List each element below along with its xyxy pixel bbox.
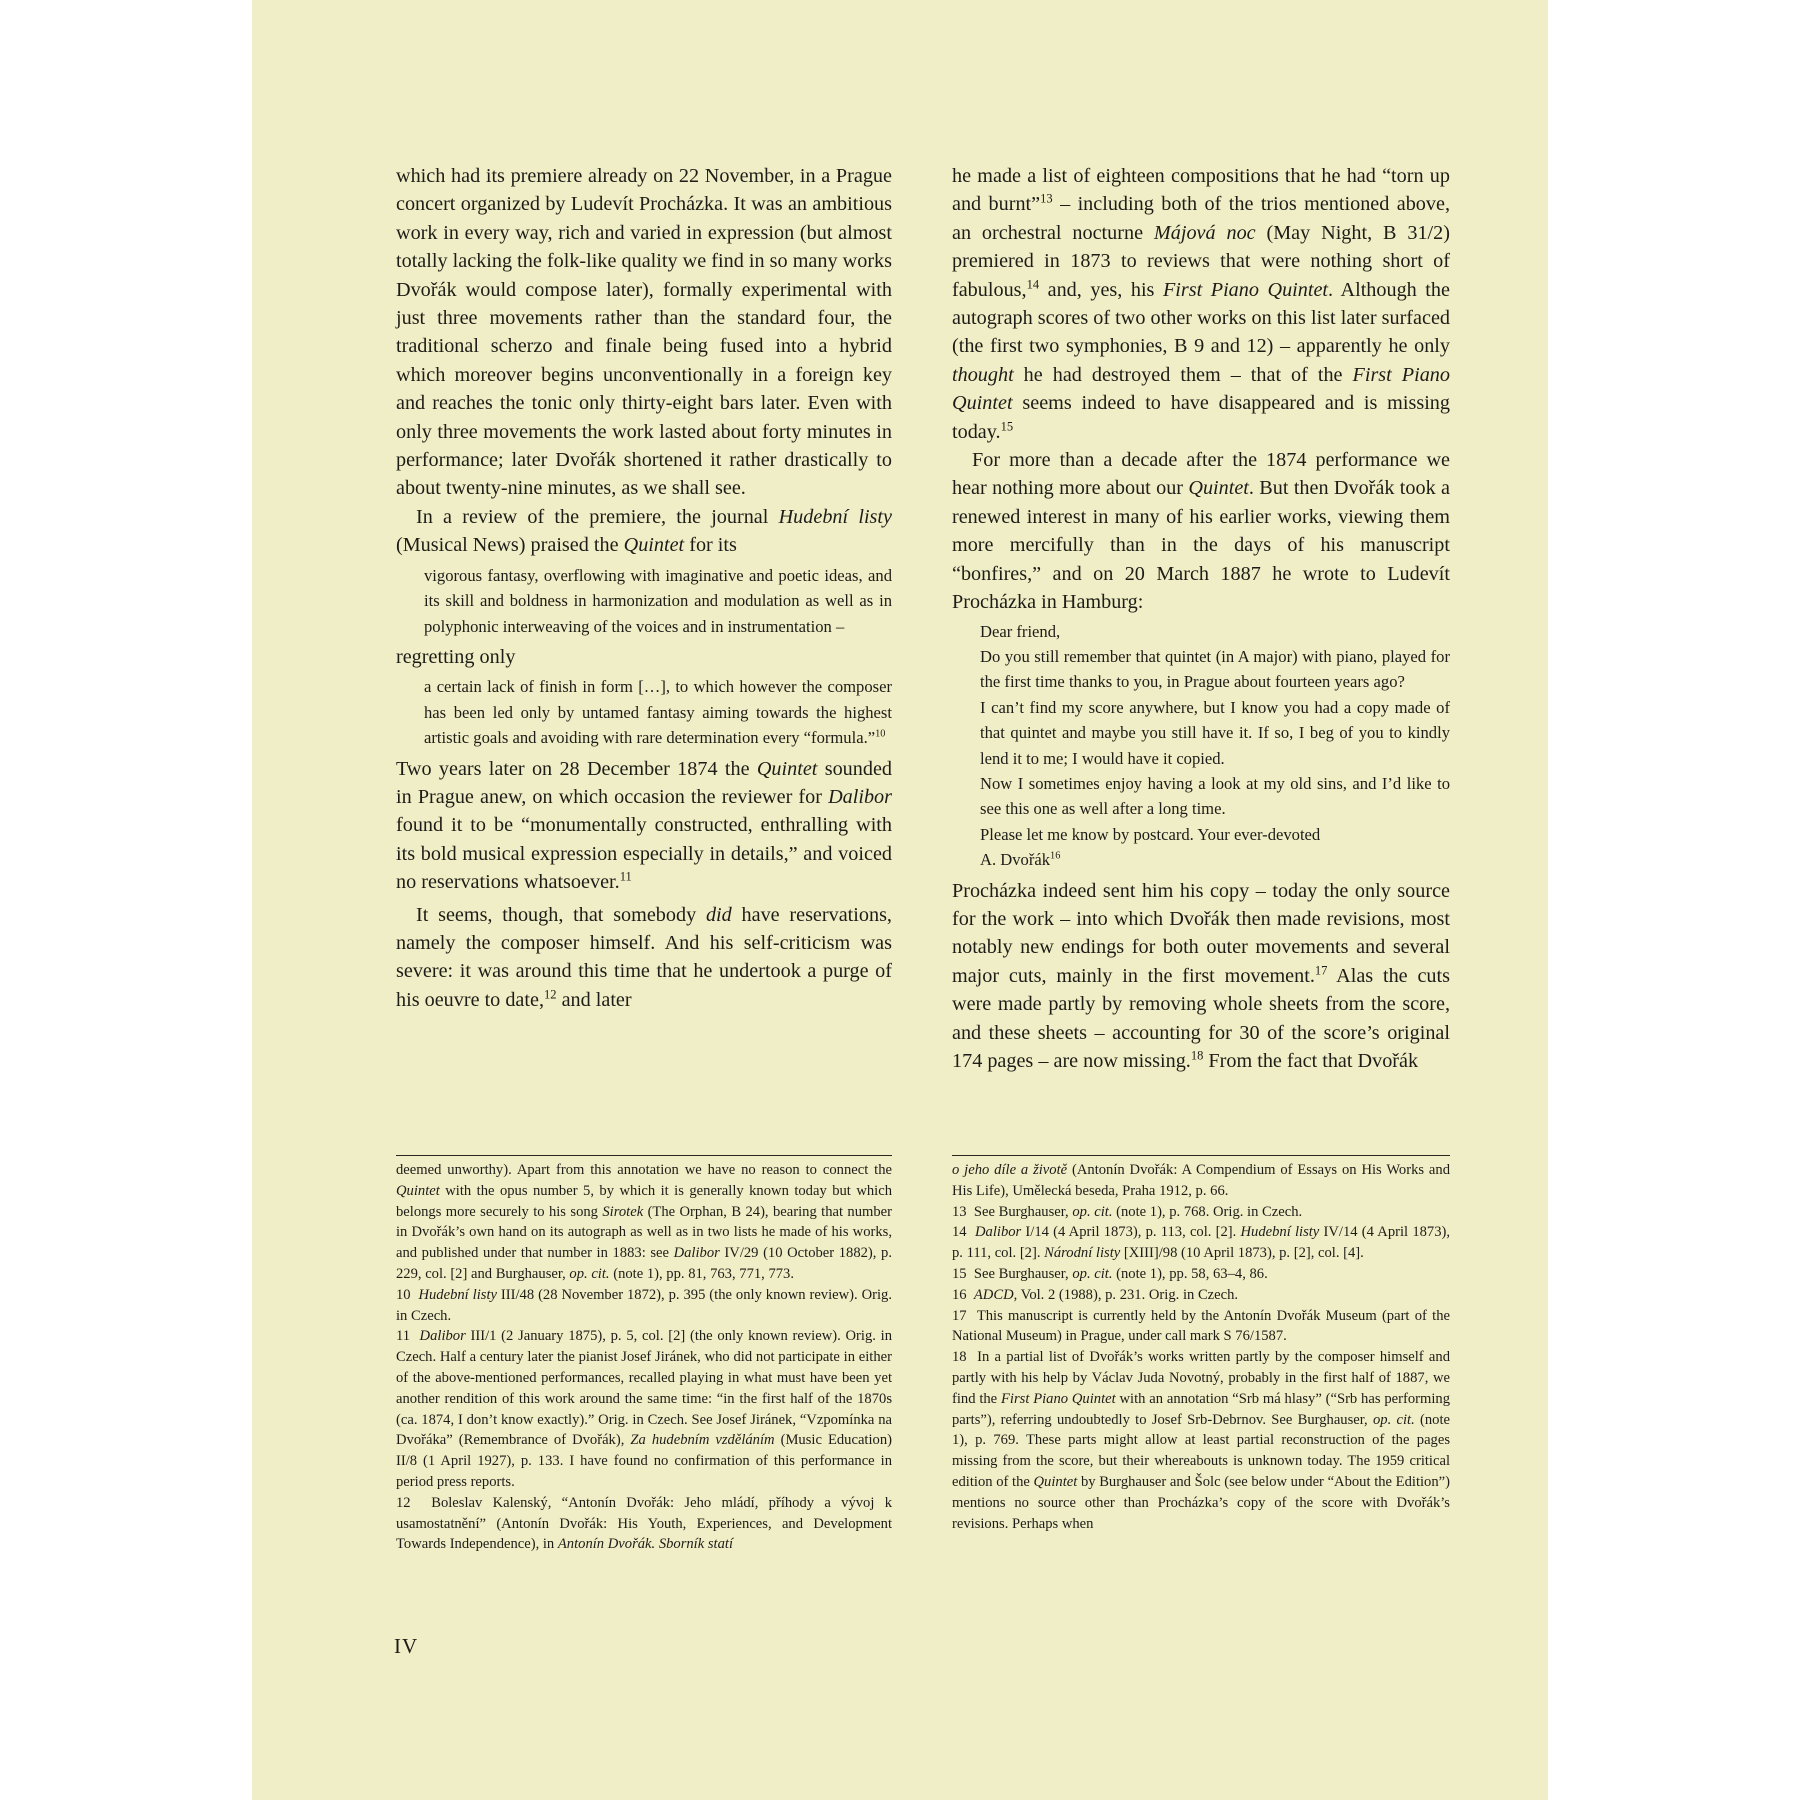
footnote: 17 This manuscript is currently held by the Antonín Dvořák Museum (part of the National Museum) in Prague, under call mark S 76/1587. (952, 1307, 1450, 1345)
footnote-ref: 10 (875, 728, 886, 740)
footnote: 13 See Burghauser, op. cit. (note 1), p. 768. Orig. in Czech. (952, 1203, 1303, 1220)
footnote: 12 Boleslav Kalenský, “Antonín Dvořák: Jeho mládí, příhody a vývoj k usamostatnění” (Antonín Dvořák: His Youth, Experiences, and Development Towards Independence), in Antonín Dvořák. Sborník statí (396, 1494, 893, 1553)
letter-paragraph: I can’t find my score anywhere, but I know you had a copy made of that quintet and maybe you still have it. If so, I beg of you to kindly lend it to me; I would have it copied. (980, 697, 1450, 768)
right-column (952, 162, 1450, 1075)
paragraph: Procházka indeed sent him his copy – today the only source for the work – into which Dvořák then made revisions, most notably new endings for both outer movements and several major cuts, mainly in the first movement.$^{17}$ Alas the cuts were made partly by removing whole sheets from the score, and these sheets – accounting for 30 of the score’s original 174 pages – are now missing.$^{18}$ From the fact that Dvořák (952, 879, 1450, 1072)
block-quote: a certain lack of finish in form […], to which however the composer has been led only by untamed fantasy aiming towards the highest artistic goals and avoiding with rare determination every “formula.”$^{10}$ (424, 677, 892, 748)
paragraph: Two years later on 28 December 1874 the Quintet sounded in Prague anew, on which occasion the reviewer for Dalibor found it to be “monumentally constructed, enthralling with its bold musical expression especially in details,” and voiced no reservations whatsoever.$^{11}$ (396, 757, 892, 894)
footnote: 14 Dalibor I/14 (4 April 1873), p. 113, col. [2]. Hudební listy IV/14 (4 April 1873), p. 111, col. [2]. Národní listy [XIII]/98 (10 April 1873), p. [2], col. [4]. (952, 1224, 1451, 1262)
footnote-continuation: o jeho díle a životě (Antonín Dvořák: A Compendium of Essays on His Works and His Life), Umělecká beseda, Praha 1912, p. 66. (952, 1162, 1450, 1199)
paragraph: For more than a decade after the 1874 performance we hear nothing more about our Quintet. But then Dvořák took a renewed interest in many of his earlier works, viewing them more mercifully than in the days of his manuscript “bonfires,” and on 20 March 1887 he wrote to Ludevít Procházka in Hamburg: (952, 449, 1450, 614)
footnote-ref: 13 (1040, 191, 1053, 206)
footnote: 11 Dalibor III/1 (2 January 1875), p. 5, col. [2] (the only known review). Orig. in Czech. Half a century later the pianist Josef Jiránek, who did not participate in either of the above-mentioned performances, recalled playing in what must have been yet another rendition of this work around the same time: “in the first half of the 1870s (ca. 1874, I don’t know exactly).” Orig. in Czech. See Josef Jiránek, “Vzpomínka na Dvořáka” (Remembrance of Dvořák), Za hudebním vzděláním (Music Education) II/8 (1 April 1927), p. 133. I have found no confirmation of this performance in period press reports. (396, 1328, 892, 1490)
footnote-ref: 16 (1050, 850, 1061, 862)
paragraph: In a review of the premiere, the journal Hudební listy (Musical News) praised the Quintet for its (396, 505, 892, 557)
letter-paragraph: Do you still remember that quintet (in A major) with piano, played for the first time thanks to you, in Prague about fourteen years ago? (980, 646, 1450, 692)
paragraph: which had its premiere already on 22 November, in a Prague concert organized by Ludevít Procházka. It was an ambitious work in every way, rich and varied in expression (but almost totally lacking the folk-like quality we find in so many works Dvořák would compose later), formally experimental with just three movements rather than the standard four, the traditional scherzo and finale being fused into a hybrid which moreover begins unconventionally in a foreign key and reaches the tonic only thirty-eight bars later. Even with only three movements the work lasted about forty minutes in performance; later Dvořák shortened it rather drastically to about twenty-nine minutes, as we shall see. (396, 165, 892, 500)
page-number: IV (394, 1634, 419, 1658)
footnote: 15 See Burghauser, op. cit. (note 1), pp. 58, 63–4, 86. (952, 1265, 1268, 1282)
quoted-letter (980, 619, 1450, 873)
footnote: 10 Hudební listy III/48 (28 November 1872), p. 395 (the only known review). Orig. in Czech. (396, 1286, 893, 1324)
footnote-ref: 11 (619, 869, 632, 884)
paragraph: It seems, though, that somebody did have reservations, namely the composer himself. And his self-criticism was severe: it was around this time that he undertook a purge of his oeuvre to date,$^{12}$ and later (396, 903, 892, 1011)
letter-greeting: Dear friend, (980, 621, 1061, 641)
footnote-ref: 18 (1190, 1048, 1204, 1063)
left-column (396, 162, 892, 1014)
footnote-divider (396, 1155, 892, 1156)
footnotes-right (952, 1160, 1450, 1534)
footnote-ref: 14 (1026, 276, 1040, 291)
letter-signature: A. Dvořák$^{16}$ (980, 850, 1061, 870)
footnote-divider (952, 1155, 1450, 1156)
paragraph: regretting only (396, 645, 516, 668)
footnote-continuation: deemed unworthy). Apart from this annotation we have no reason to connect the Quintet with the opus number 5, by which it is generally known today but which belongs more securely to his song Sirotek (The Orphan, B 24), bearing that number in Dvořák’s own hand on its autograph as well as in two lists he made of his works, and published under that number in 1883: see Dalibor IV/29 (10 October 1882), p. 229, col. [2] and Burghauser, op. cit. (note 1), pp. 81, 763, 771, 773. (396, 1162, 893, 1282)
letter-paragraph: Now I sometimes enjoy having a look at my old sins, and I’d like to see this one as well after a long time. (980, 773, 1450, 819)
footnote-ref: 15 (1000, 418, 1014, 433)
footnotes-left (396, 1160, 892, 1555)
book-page (252, 0, 1548, 1800)
footnote-ref: 17 (1314, 963, 1328, 978)
block-quote: vigorous fantasy, overflowing with imaginative and poetic ideas, and its skill and boldness in harmonization and modulation as well as in polyphonic interweaving of the voices and in instrumentation – (424, 565, 892, 636)
footnote: 18 In a partial list of Dvořák’s works written partly by the composer himself and partly with his help by Václav Juda Novotný, probably in the first half of 1887, we find the First Piano Quintet with an annotation “Srb má hlasy” (“Srb has performing parts”), referring undoubtedly to Josef Srb-Debrnov. See Burghauser, op. cit. (note 1), p. 769. These parts might allow at least partial reconstruction of the pages missing from the score, but their whereabouts is unknown today. The 1959 critical edition of the Quintet by Burghauser and Šolc (see below under “About the Edition”) mentions no source other than Procházka’s copy of the score with Dvořák’s revisions. Perhaps when (952, 1349, 1450, 1532)
footnote-ref: 12 (544, 987, 557, 1002)
paragraph: he made a list of eighteen compositions that he had “torn up and burnt”$^{13}$ – including both of the trios mentioned above, an orchestral nocturne Májová noc (May Night, B 31/2) premiered in 1873 to reviews that were nothing short of fabulous,$^{14}$ and, yes, his First Piano Quintet. Although the autograph scores of two other works on this list later surfaced (the first two symphonies, B 9 and 12) – apparently he only thought he had destroyed them – that of the First Piano Quintet seems indeed to have disappeared and is missing today.$^{15}$ (952, 165, 1450, 443)
footnote: 16 ADCD, Vol. 2 (1988), p. 231. Orig. in Czech. (952, 1286, 1239, 1303)
letter-paragraph: Please let me know by postcard. Your ever-devoted (980, 824, 1321, 844)
